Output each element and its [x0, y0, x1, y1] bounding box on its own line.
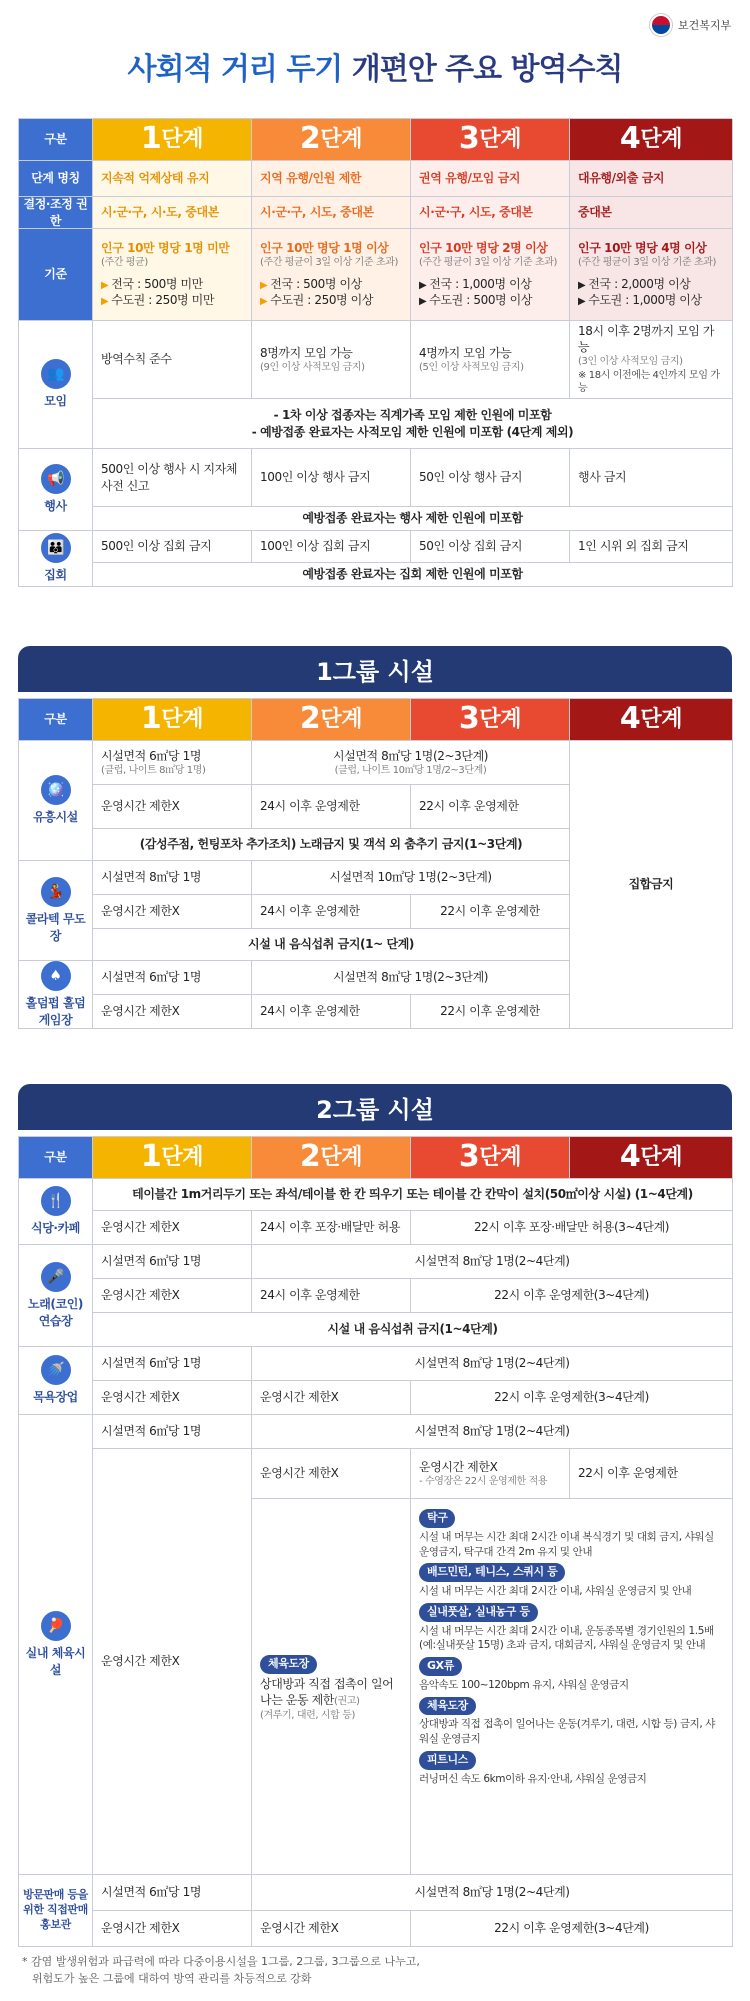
pingpong-icon: 🏓	[41, 1611, 71, 1641]
rule-desc: 음악속도 100~120bpm 유지, 샤워실 운영금지	[419, 1678, 629, 1691]
stage-4-header: 4 단계	[570, 699, 733, 741]
row-label-holdem: ♠ 홀덤펍 홀덤게임장	[19, 961, 93, 1029]
row-label-sales: 방문판매 등을 위한 직접판매 홍보관	[19, 1875, 93, 1947]
chip-icon: ♠	[41, 961, 71, 991]
gym-dojo-stage2: 체육도장 상대방과 직접 접촉이 일어나는 운동 제한(권고) (겨루기, 대련, 시합 등)	[252, 1499, 411, 1875]
cafe-hours: 24시 이후 포장·배달만 허용	[252, 1211, 411, 1245]
ent-hours: 24시 이후 운영제한	[252, 785, 411, 829]
event-note: 예방접종 완료자는 행사 제한 인원에 미포함	[93, 507, 733, 531]
rally-cell: 500인 이상 집회 금지	[93, 531, 252, 563]
rule-pill: 배드민턴, 테니스, 스쿼시 등	[419, 1563, 565, 1582]
rule-pill: 실내풋살, 실내농구 등	[419, 1603, 538, 1622]
stage-1-header: 1 단계	[93, 699, 252, 741]
row-label-meeting: 👥 모임	[19, 321, 93, 449]
cola-capacity: 시설면적 8㎡당 1명	[93, 861, 252, 895]
criteria-cell: 인구 10만 명당 1명 미만 (주간 평균) ▶ 전국 : 500명 미만 ▶ 수도권 : 250명 미만	[93, 229, 252, 321]
header-gubun: 구분	[19, 119, 93, 161]
rule-pill: GX류	[419, 1657, 462, 1676]
row-label-gym: 🏓 실내 체육시설	[19, 1415, 93, 1875]
decide-cell: 시·군·구, 시도, 중대본	[252, 197, 411, 229]
stage-1-header: 1 단계	[93, 119, 252, 161]
stage4-ban: 집합금지	[570, 741, 733, 1029]
sing-capacity-24: 시설면적 8㎡당 1명(2~4단계)	[252, 1245, 733, 1279]
rule-desc: 상대방과 직접 접촉이 일어나는 운동(겨루기, 대련, 시합 등) 금지, 샤워실 운영금지	[419, 1718, 715, 1746]
row-label-entertainment: 🪩 유흥시설	[19, 741, 93, 861]
criteria-cell: 인구 10만 명당 2명 이상 (주간 평균이 3일 이상 기준 초과) ▶ 전국 : 1,000명 이상 ▶ 수도권 : 500명 이상	[411, 229, 570, 321]
sing-hours: 24시 이후 운영제한	[252, 1279, 411, 1313]
criteria-cell: 인구 10만 명당 1명 이상 (주간 평균이 3일 이상 기준 초과) ▶ 전국 : 500명 이상 ▶ 수도권 : 250명 이상	[252, 229, 411, 321]
microphone-icon: 🎤	[41, 1262, 71, 1292]
meeting-cell: 방역수칙 준수	[93, 321, 252, 399]
stage-2-header: 2 단계	[252, 699, 411, 741]
bath-hours: 운영시간 제한X	[252, 1381, 411, 1415]
header-gubun: 구분	[19, 1137, 93, 1179]
group2-title: 2그룹 시설	[18, 1084, 732, 1130]
sales-hours: 운영시간 제한X	[252, 1911, 411, 1947]
header-gubun: 구분	[19, 699, 93, 741]
row-label-colatec: 💃 콜라텍 무도장	[19, 861, 93, 961]
hold-hours: 운영시간 제한X	[93, 995, 252, 1029]
row-label-cafe: 🍴 식당·카페	[19, 1179, 93, 1245]
cola-hours: 운영시간 제한X	[93, 895, 252, 929]
rule-desc: 러닝머신 속도 6km이하 유지·안내, 샤워실 운영금지	[419, 1772, 647, 1785]
rule-pill: 체육도장	[419, 1697, 476, 1716]
bath-hours: 운영시간 제한X	[93, 1381, 252, 1415]
gym-hours-2: 운영시간 제한X	[252, 1449, 411, 1499]
row-label-event: 📢 행사	[19, 449, 93, 531]
hold-capacity-23: 시설면적 8㎡당 1명(2~3단계)	[252, 961, 570, 995]
gym-hours-4: 22시 이후 운영제한	[570, 1449, 733, 1499]
food-icon: 🍴	[41, 1186, 71, 1216]
stage-name: 지역 유행/인원 제한	[252, 161, 411, 197]
ent-capacity: 시설면적 6㎡당 1명 (클럽, 나이트 8㎡당 1명)	[93, 741, 252, 785]
criteria-cell: 인구 10만 명당 4명 이상 (주간 평균이 3일 이상 기준 초과) ▶ 전국 : 2,000명 이상 ▶ 수도권 : 1,000명 이상	[570, 229, 733, 321]
sing-capacity: 시설면적 6㎡당 1명	[93, 1245, 252, 1279]
decide-cell: 시·군·구, 시·도, 중대본	[93, 197, 252, 229]
event-cell: 500인 이상 행사 시 지자체 사전 신고	[93, 449, 252, 507]
event-cell: 100인 이상 행사 금지	[252, 449, 411, 507]
ent-hours: 22시 이후 운영제한	[411, 785, 570, 829]
sales-capacity-24: 시설면적 8㎡당 1명(2~4단계)	[252, 1875, 733, 1911]
stage-name: 대유행/외출 금지	[570, 161, 733, 197]
meeting-cell: 18시 이후 2명까지 모임 가능 (3인 이상 사적모임 금지) ※ 18시 이전에는 4인까지 모임 가능	[570, 321, 733, 399]
event-cell: 행사 금지	[570, 449, 733, 507]
title-part-b: 개편안 주요 방역수칙	[351, 52, 623, 87]
row-label-decide: 결정·조정 권한	[19, 197, 93, 229]
stage-name: 권역 유행/모임 금지	[411, 161, 570, 197]
gym-capacity: 시설면적 6㎡당 1명	[93, 1415, 252, 1449]
decide-cell: 중대본	[570, 197, 733, 229]
row-label-singing: 🎤 노래(코인) 연습장	[19, 1245, 93, 1347]
group2-table	[18, 1136, 732, 1947]
sing-hours-34: 22시 이후 운영제한(3~4단계)	[411, 1279, 733, 1313]
sales-hours: 운영시간 제한X	[93, 1911, 252, 1947]
row-label-bath: 🚿 목욕장업	[19, 1347, 93, 1415]
ent-capacity-23: 시설면적 8㎡당 1명(2~3단계) (클럽, 나이트 10㎡당 1명/2~3단계)	[252, 741, 570, 785]
megaphone-icon: 📢	[41, 464, 71, 494]
meeting-cell: 8명까지 모임 가능 (9인 이상 사적모임 금지)	[252, 321, 411, 399]
cola-hours: 24시 이후 운영제한	[252, 895, 411, 929]
stage-overview-table	[18, 118, 732, 587]
title-part-a: 사회적 거리 두기	[127, 52, 343, 87]
sing-hours: 운영시간 제한X	[93, 1279, 252, 1313]
gym-capacity-24: 시설면적 8㎡당 1명(2~4단계)	[252, 1415, 733, 1449]
sales-capacity: 시설면적 6㎡당 1명	[93, 1875, 252, 1911]
meeting-cell: 4명까지 모임 가능 (5인 이상 사적모임 금지)	[411, 321, 570, 399]
gym-hours-1: 운영시간 제한X	[93, 1449, 252, 1875]
row-label-name: 단계 명칭	[19, 161, 93, 197]
page-title	[0, 44, 750, 88]
cafe-note: 테이블간 1m거리두기 또는 좌석/테이블 한 칸 띄우기 또는 테이블 간 칸막이 설치(50㎡이상 시설) (1~4단계)	[93, 1179, 733, 1211]
decide-cell: 시·군·구, 시도, 중대본	[411, 197, 570, 229]
rule-pill: 탁구	[419, 1509, 455, 1528]
bath-capacity: 시설면적 6㎡당 1명	[93, 1347, 252, 1381]
gym-sport-rules	[411, 1499, 733, 1875]
cafe-hours: 운영시간 제한X	[93, 1211, 252, 1245]
ministry-logo	[650, 14, 731, 36]
rally-note: 예방접종 완료자는 집회 제한 인원에 미포함	[93, 563, 733, 587]
ent-hours: 운영시간 제한X	[93, 785, 252, 829]
stage-3-header: 3 단계	[411, 699, 570, 741]
stage-4-header: 4 단계	[570, 1137, 733, 1179]
group1-table	[18, 698, 732, 1029]
row-label-criteria: 기준	[19, 229, 93, 321]
stage-2-header: 2 단계	[252, 1137, 411, 1179]
rule-desc: 시설 내 머무는 시간 최대 2시간 이내 복식경기 및 대회 금지, 샤워실 운영금지, 탁구대 간격 2m 유지 및 안내	[419, 1530, 714, 1558]
hold-hours: 22시 이후 운영제한	[411, 995, 570, 1029]
rally-cell: 1인 시위 외 집회 금지	[570, 531, 733, 563]
bath-hours-34: 22시 이후 운영제한(3~4단계)	[411, 1381, 733, 1415]
rally-cell: 100인 이상 집회 금지	[252, 531, 411, 563]
stage-1-header: 1 단계	[93, 1137, 252, 1179]
bath-capacity-24: 시설면적 8㎡당 1명(2~4단계)	[252, 1347, 733, 1381]
sing-note: 시설 내 음식섭취 금지(1~4단계)	[93, 1313, 733, 1347]
sales-hours-34: 22시 이후 운영제한(3~4단계)	[411, 1911, 733, 1947]
dancer-icon: 💃	[41, 877, 71, 907]
cafe-hours-34: 22시 이후 포장·배달만 허용(3~4단계)	[411, 1211, 733, 1245]
stage-3-header: 3 단계	[411, 119, 570, 161]
stage-name: 지속적 억제상태 유지	[93, 161, 252, 197]
ent-note: (감성주점, 헌팅포차 추가조치) 노래금지 및 객석 외 춤추기 금지(1~3단계)	[93, 829, 570, 861]
taegeuk-icon	[650, 14, 672, 36]
stage-2-header: 2 단계	[252, 119, 411, 161]
meeting-note: - 1차 이상 접종자는 직계가족 모임 제한 인원에 미포함 - 예방접종 완료자는 사적모임 제한 인원에 미포함 (4단계 제외)	[93, 399, 733, 449]
ministry-name: 보건복지부	[678, 19, 732, 32]
rally-cell: 50인 이상 집회 금지	[411, 531, 570, 563]
hold-capacity: 시설면적 6㎡당 1명	[93, 961, 252, 995]
hold-hours: 24시 이후 운영제한	[252, 995, 411, 1029]
rule-desc: 시설 내 머무는 시간 최대 2시간 이내, 운동종목별 경기인원의 1.5배(예:실내풋살 15명) 초과 금지, 대회금지, 샤워실 운영금지 및 안내	[419, 1624, 714, 1652]
shower-icon: 🚿	[41, 1355, 71, 1385]
rule-pill: 피트니스	[419, 1751, 476, 1770]
event-cell: 50인 이상 행사 금지	[411, 449, 570, 507]
cola-hours: 22시 이후 운영제한	[411, 895, 570, 929]
disco-ball-icon: 🪩	[41, 775, 71, 805]
stage-3-header: 3 단계	[411, 1137, 570, 1179]
gym-hours-3: 운영시간 제한X - 수영장은 22시 운영제한 적용	[411, 1449, 570, 1499]
crowd-icon: 👪	[41, 533, 71, 563]
row-label-rally: 👪 집회	[19, 531, 93, 587]
people-icon: 👥	[41, 359, 71, 389]
stage-4-header: 4 단계	[570, 119, 733, 161]
cola-capacity-23: 시설면적 10㎡당 1명(2~3단계)	[252, 861, 570, 895]
footnote: * 감염 발생위험과 파급력에 따라 다중이용시설을 1그룹, 2그룹, 3그룹으로 나누고, 위험도가 높은 그룹에 대하여 방역 관리를 차등적으로 강화	[22, 1955, 420, 1985]
rule-desc: 시설 내 머무는 시간 최대 2시간 이내, 샤워실 운영금지 및 안내	[419, 1585, 692, 1598]
cola-note: 시설 내 음식섭취 금지(1~ 단계)	[93, 929, 570, 961]
group1-title: 1그룹 시설	[18, 646, 732, 692]
